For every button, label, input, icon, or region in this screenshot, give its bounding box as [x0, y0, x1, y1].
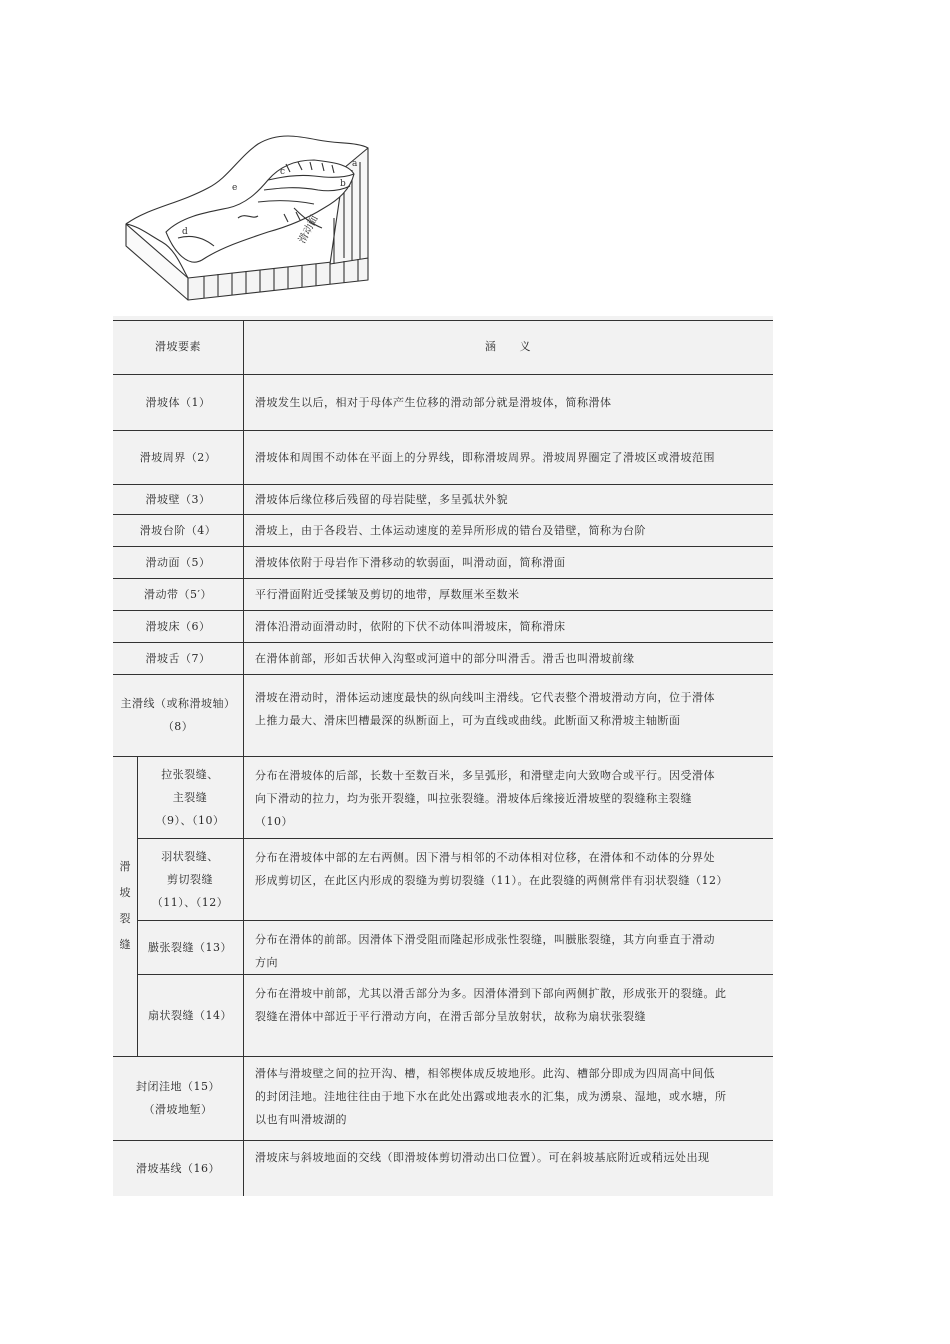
meaning-cell: 滑坡体依附于母岩作下滑移动的软弱面，叫滑动面，简称滑面: [255, 555, 566, 569]
element-cell: [137, 974, 243, 1056]
meaning-cell: 滑体沿滑动面滑动时，依附的下伏不动体叫滑坡床，简称滑床: [255, 619, 566, 633]
header-element-text: 滑坡要素: [155, 339, 201, 353]
element-cell: [113, 514, 243, 546]
element-cell: [137, 920, 243, 974]
figure-label-e: e: [232, 183, 238, 193]
element-text: 臌张裂缝（13）: [148, 940, 232, 954]
element-text: 滑坡壁（3）: [145, 492, 211, 506]
landslide-block-diagram: [118, 108, 380, 304]
element-text: 滑坡体（1）: [145, 395, 211, 409]
meaning-cell: 滑坡体后缘位移后残留的母岩陡壁，多呈弧状外貌: [255, 492, 508, 506]
meaning-cell: 分布在滑坡体中部的左右两侧。因下滑与相邻的不动体相对位移，在滑体和不动体的分界处 形成剪切区，在此区内形成的裂缝为剪切裂缝（11）。在此裂缝的两侧常伴有羽状裂缝（12）: [255, 851, 728, 887]
header-meaning: [243, 320, 773, 372]
element-cell: [137, 838, 243, 920]
element-text: （11）、（12）: [151, 895, 229, 909]
column-divider: [243, 320, 244, 1196]
element-cell: [113, 642, 243, 674]
element-text: 拉张裂缝、: [161, 767, 219, 781]
header-element: [113, 320, 243, 372]
element-text: 滑坡舌（7）: [145, 651, 211, 665]
meaning-cell: 在滑体前部，形如舌状伸入沟壑或河道中的部分叫滑舌。滑舌也叫滑坡前缘: [255, 651, 635, 665]
element-text: 主滑线（或称滑坡轴）: [120, 697, 236, 710]
element-text: 滑坡台阶（4）: [139, 523, 217, 537]
meaning-cell: 滑体与滑坡壁之间的拉开沟、槽，相邻楔体成反坡地形。此沟、槽部分即成为四周高中间低 的封闭洼地。洼地往往由于地下水在此处出露或地表水的汇集，成为湧泉、湿地，或水塘，所 以也有叫滑坡湖的: [255, 1067, 727, 1126]
figure-label-c: c: [280, 167, 286, 177]
element-text: 滑动带（5′）: [144, 587, 212, 601]
element-text: （9）、（10）: [155, 813, 225, 827]
figure-label-a: a: [352, 159, 358, 169]
element-cell: [113, 484, 243, 514]
header-meaning-text: 涵 义: [485, 339, 531, 353]
figure-label-b: b: [340, 179, 346, 189]
element-text: 封闭洼地（15）: [136, 1080, 220, 1093]
meaning-cell: 平行滑面附近受揉皱及剪切的地带，厚数厘米至数米: [255, 587, 520, 601]
element-text: 滑坡周界（2）: [139, 450, 217, 464]
landslide-elements-table: [113, 316, 773, 1196]
meaning-cell: 滑坡上，由于各段岩、土体运动速度的差异所形成的错台及错壁，简称为台阶: [255, 523, 646, 537]
crack-group-label: [113, 756, 137, 1056]
element-cell: [113, 1056, 243, 1140]
element-text: 剪切裂缝: [167, 872, 213, 886]
element-cell: [113, 374, 243, 430]
element-text: 羽状裂缝、: [161, 849, 219, 863]
meaning-cell: 分布在滑坡中前部，尤其以滑舌部分为多。因滑体滑到下部向两侧扩散，形成张开的裂缝。此 裂缝在滑体中部近于平行滑动方向，在滑舌部分呈放射状，故称为扇状张裂缝: [255, 987, 727, 1023]
element-text: （8）: [162, 720, 194, 733]
meaning-cell: 分布在滑坡体的后部，长数十至数百米，多呈弧形，和滑壁走向大致吻合或平行。因受滑体 向下滑动的拉力，均为张开裂缝，叫拉张裂缝。滑坡体后缘接近滑坡壁的裂缝称主裂缝 （10）: [255, 769, 715, 828]
element-cell: [113, 674, 243, 756]
crack-group-char: 裂: [119, 912, 131, 925]
element-cell: [113, 546, 243, 578]
element-cell: [113, 1140, 243, 1196]
element-text: 扇状裂缝（14）: [148, 1008, 232, 1022]
element-cell: [137, 756, 243, 838]
figure-label-slip-surface: 滑动面: [296, 213, 321, 246]
element-cell: [113, 578, 243, 610]
crack-group-char: 滑: [119, 860, 131, 873]
figure-label-d: d: [182, 227, 188, 237]
crack-group-char: 坡: [119, 886, 131, 899]
element-text: 滑动面（5）: [145, 555, 211, 569]
element-text: （滑坡地堑）: [143, 1103, 213, 1116]
meaning-cell: 滑坡在滑动时，滑体运动速度最快的纵向线叫主滑线。它代表整个滑坡滑动方向，位于滑体 上推力最大、滑床凹槽最深的纵断面上，可为直线或曲线。此断面又称滑坡主轴断面: [255, 691, 715, 727]
element-cell: [113, 610, 243, 642]
meaning-cell: 滑坡体和周围不动体在平面上的分界线，即称滑坡周界。滑坡周界圈定了滑坡区或滑坡范围: [255, 450, 715, 464]
element-cell: [113, 430, 243, 484]
meaning-cell: 滑坡发生以后，相对于母体产生位移的滑动部分就是滑坡体，简称滑体: [255, 395, 612, 409]
meaning-cell: 滑坡床与斜坡地面的交线（即滑坡体剪切滑动出口位置）。可在斜坡基底附近或稍远处出现: [255, 1151, 710, 1164]
element-text: 滑坡床（6）: [145, 619, 211, 633]
element-text: 滑坡基线（16）: [136, 1161, 220, 1175]
crack-group-char: 缝: [119, 938, 131, 951]
meaning-cell: 分布在滑体的前部。因滑体下滑受阻而隆起形成张性裂缝，叫臌胀裂缝，其方向垂直于滑动 方向: [255, 933, 715, 969]
element-text: 主裂缝: [172, 790, 208, 804]
